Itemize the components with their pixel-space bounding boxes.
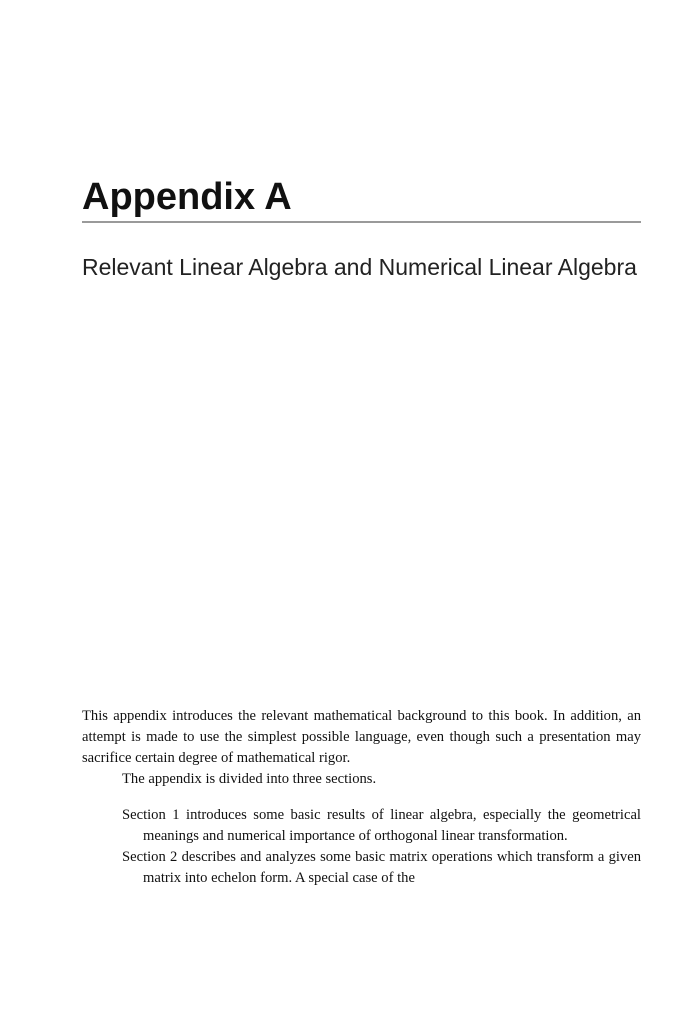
- section-list: [82, 805, 641, 889]
- chapter-subtitle: Relevant Linear Algebra and Numerical Linear Algebra: [82, 254, 637, 280]
- intro-paragraph: This appendix introduces the relevant mathematical background to this book. In addition, an attempt is made to use the simplest possible language, even though such a presentation may sacrifice certain degree of mathematical rigor.: [82, 708, 641, 766]
- chapter-heading: Appendix A: [82, 176, 292, 218]
- chapter-heading-rule: [82, 221, 641, 223]
- body-text: [82, 706, 641, 889]
- sections-overview-paragraph: The appendix is divided into three sections.: [122, 771, 377, 787]
- section-2-description: Section 2 describes and analyzes some basic matrix operations which transform a given matrix into echelon form. A special case of the: [122, 849, 641, 886]
- section-1-description: Section 1 introduces some basic results of linear algebra, especially the geometrical meanings and numerical importance of orthogonal linear transformation.: [122, 807, 641, 844]
